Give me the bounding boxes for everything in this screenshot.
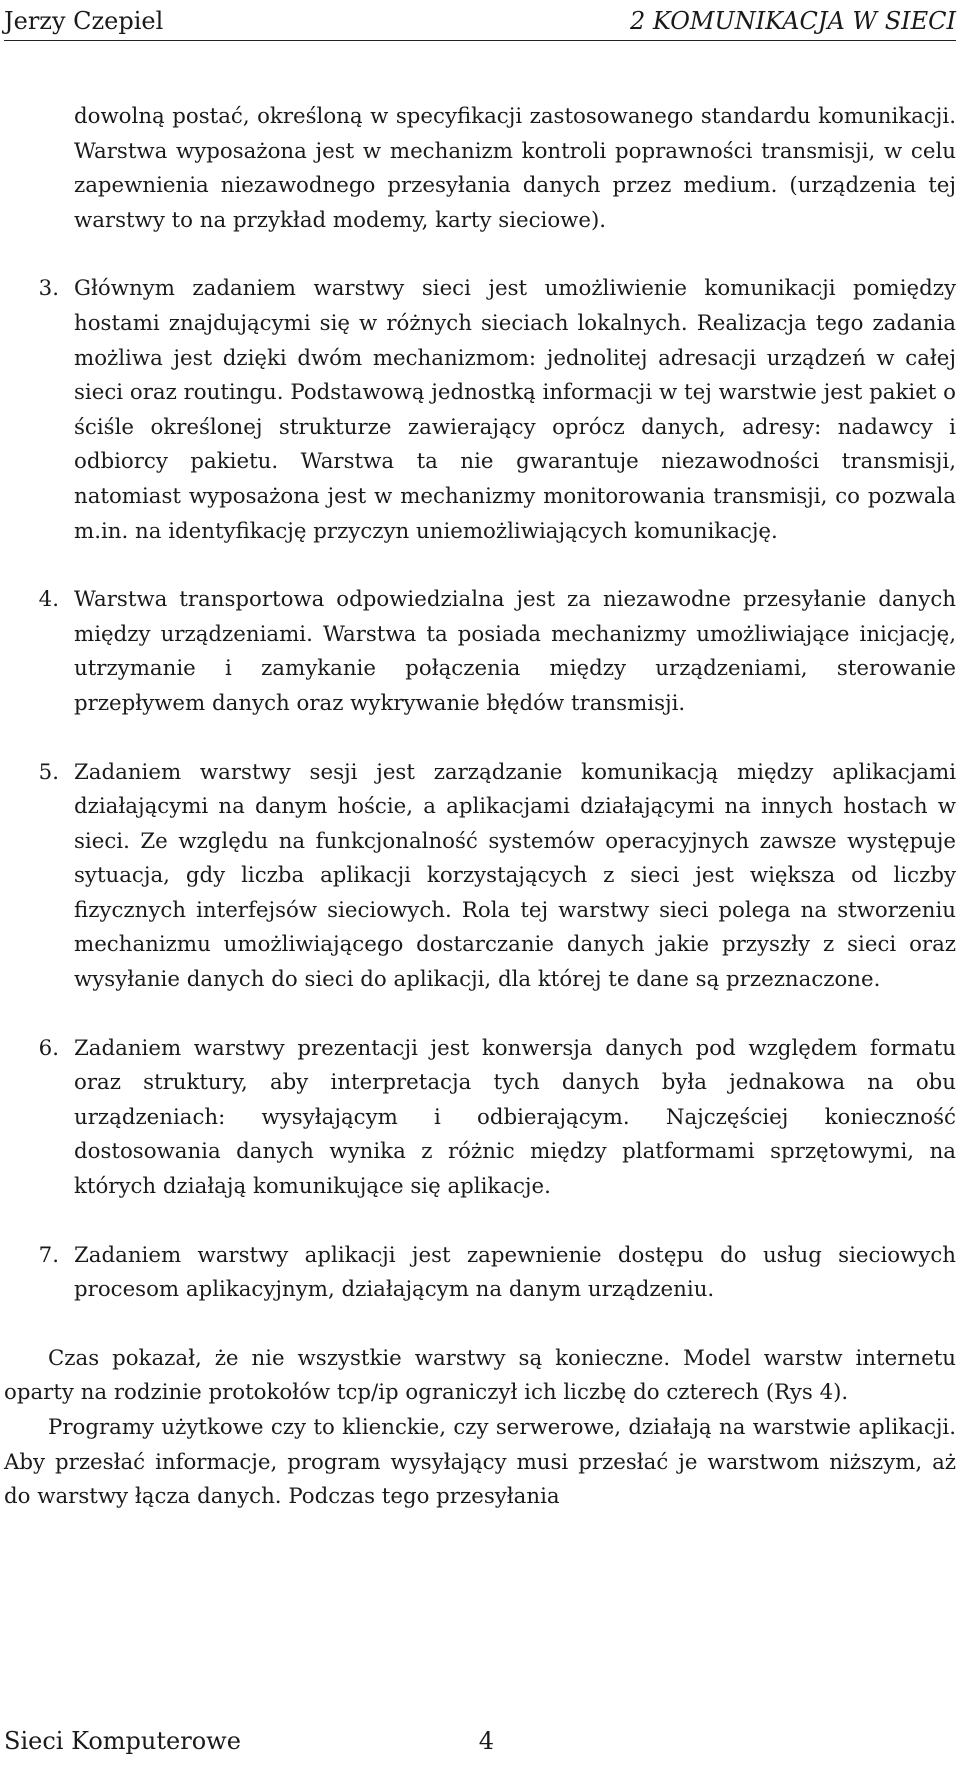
body-paragraph: Czas pokazał, że nie wszystkie warstwy są konieczne. Model warstw internetu oparty na rodzinie protokołów tcp/ip ograniczył ich liczbę do czterech (Rys 4). [4,1345,956,1406]
list-item-number: 4. [38,587,59,613]
list-item-text: Głównym zadaniem warstwy sieci jest umożliwienie komunikacji pomiędzy hostami znajdującymi się w różnych sieciach lokalnych. Realizacja tego zadania możliwa jest dzięki dwóm mechanizmom: jednolitej adresacji urządzeń w całej sieci oraz routingu. Podstawową jednostką informacji w tej warstwie jest pakiet o ściśle określonej strukturze zawierający oprócz danych, adresy: nadawcy i odbiorcy pakietu. Warstwa ta nie gwarantuje niezawodności transmisji, natomiast wyposażona jest w mechanizmy monitorowania transmisji, co pozwala m.in. na identyfikację przyczyn uniemożliwiających komunikację. [74,276,956,544]
list-item [0,1032,956,1205]
list-item-text: Warstwa transportowa odpowiedzialna jest za niezawodne przesyłanie danych między urządzeniami. Warstwa ta posiada mechanizmy umożliwiające inicjację, utrzymanie i zamykanie połączenia między urządzeniami, sterowanie przepływem danych oraz wykrywanie błędów transmisji. [74,587,956,716]
body-text [0,100,956,1515]
running-footer [4,1726,494,1756]
list-item [0,583,956,721]
running-header [4,0,956,41]
body-paragraph: Programy użytkowe czy to klienckie, czy serwerowe, działają na warstwie aplikacji. Aby przesłać informacje, program wysyłający musi przesłać je warstwom niższym, aż do warstwy łącza danych. Podczas tego przesyłania [4,1415,956,1510]
list-item-text: Zadaniem warstwy aplikacji jest zapewnienie dostępu do usług sieciowych procesom aplikacyjnym, działającym na danym urządzeniu. [74,1242,956,1303]
list-item-number: 3. [38,276,59,302]
list-item-number: 5. [38,759,59,785]
list-item-text: Zadaniem warstwy prezentacji jest konwersja danych pod względem formatu oraz struktury, aby interpretacja tych danych była jednakowa na obu urządzeniach: wysyłającym i odbierającym. Najczęściej konieczność dostosowania danych wynika z różnic między platformami sprzętowymi, na których działają komunikujące się aplikacje. [74,1035,956,1200]
list-item-number: 6. [38,1035,59,1061]
header-section-title: 2 KOMUNIKACJA W SIECI [630,7,956,35]
list-item-number: 7. [38,1242,59,1268]
page-number: 4 [478,1727,494,1755]
header-author: Jerzy Czepiel [4,7,164,35]
list-item-text: Zadaniem warstwy sesji jest zarządzanie komunikacją między aplikacjami działającymi na danym hoście, a aplikacjami działającymi na innych hostach w sieci. Ze względu na funkcjonalność systemów operacyjnych zawsze występuje sytuacja, gdy liczba aplikacji korzystających z sieci jest większa od liczby fizycznych interfejsów sieciowych. Rola tej warstwy sieci polega na stworzeniu mechanizmu umożliwiającego dostarczanie danych jakie przyszły z sieci oraz wysyłanie danych do sieci do aplikacji, dla której te dane są przeznaczone. [74,759,956,993]
list-item [0,756,956,998]
list-item [0,1239,956,1308]
list-item [0,272,956,549]
continued-list-item-text: dowolną postać, określoną w specyfikacji zastosowanego standardu komunikacji. Warstwa wyposażona jest w mechanizm kontroli poprawności transmisji, w celu zapewnienia niezawodnego przesyłania danych przez medium. (urządzenia tej warstwy to na przykład modemy, karty sieciowe). [74,104,956,233]
footer-title: Sieci Komputerowe [4,1727,241,1755]
